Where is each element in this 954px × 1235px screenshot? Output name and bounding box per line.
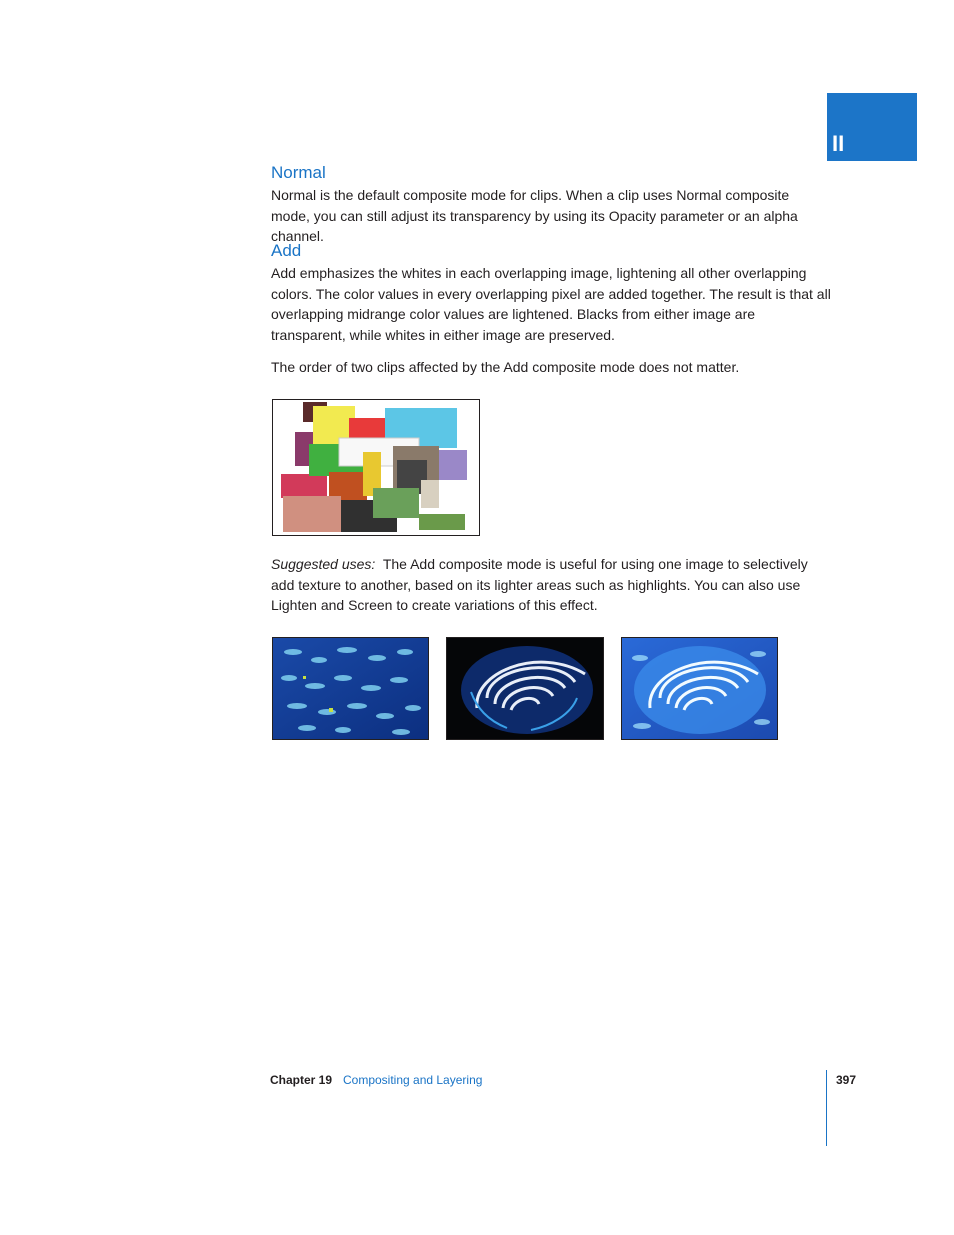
heading-add: Add [271, 241, 302, 260]
add-result-image [622, 638, 777, 739]
angelfish-image [447, 638, 603, 739]
suggested-uses-text: The Add composite mode is useful for using one image to selectively add texture to another, based on its lighter areas such as highlights. You can also use Lighten and Screen to create variations of this effect. [271, 556, 808, 613]
footer-chapter: Chapter 19 [270, 1073, 333, 1087]
fish-school-image [273, 638, 428, 739]
part-tab [827, 93, 917, 161]
footer-chapter-title[interactable]: Compositing and Layering [343, 1073, 483, 1087]
paragraph-add-2: The order of two clips affected by the Add composite mode does not matter. [271, 359, 740, 375]
part-tab-label: II [832, 131, 845, 156]
add-result-figure [621, 637, 778, 740]
paragraph-normal: Normal is the default composite mode for clips. When a clip uses Normal composite mode, you can still adjust its transparency by using its Opacity parameter or an alpha channel. [271, 187, 798, 244]
angelfish-figure [446, 637, 604, 740]
fish-school-figure [272, 637, 429, 740]
collage-figure [272, 399, 480, 536]
footer-page-number: 397 [836, 1073, 857, 1087]
paragraph-suggested-uses [271, 554, 831, 616]
paragraph-add-1: Add emphasizes the whites in each overlapping image, lightening all other overlapping colors. The color values in every overlapping pixel are added together. The result is that all overlapping midrange color values are lightened. Blacks from either image are transparent, while whites in either image are preserved. [271, 265, 831, 343]
suggested-uses-label: Suggested uses: [271, 556, 376, 572]
collage-image [273, 400, 479, 535]
heading-normal: Normal [271, 163, 326, 182]
footer-divider [826, 1070, 827, 1146]
